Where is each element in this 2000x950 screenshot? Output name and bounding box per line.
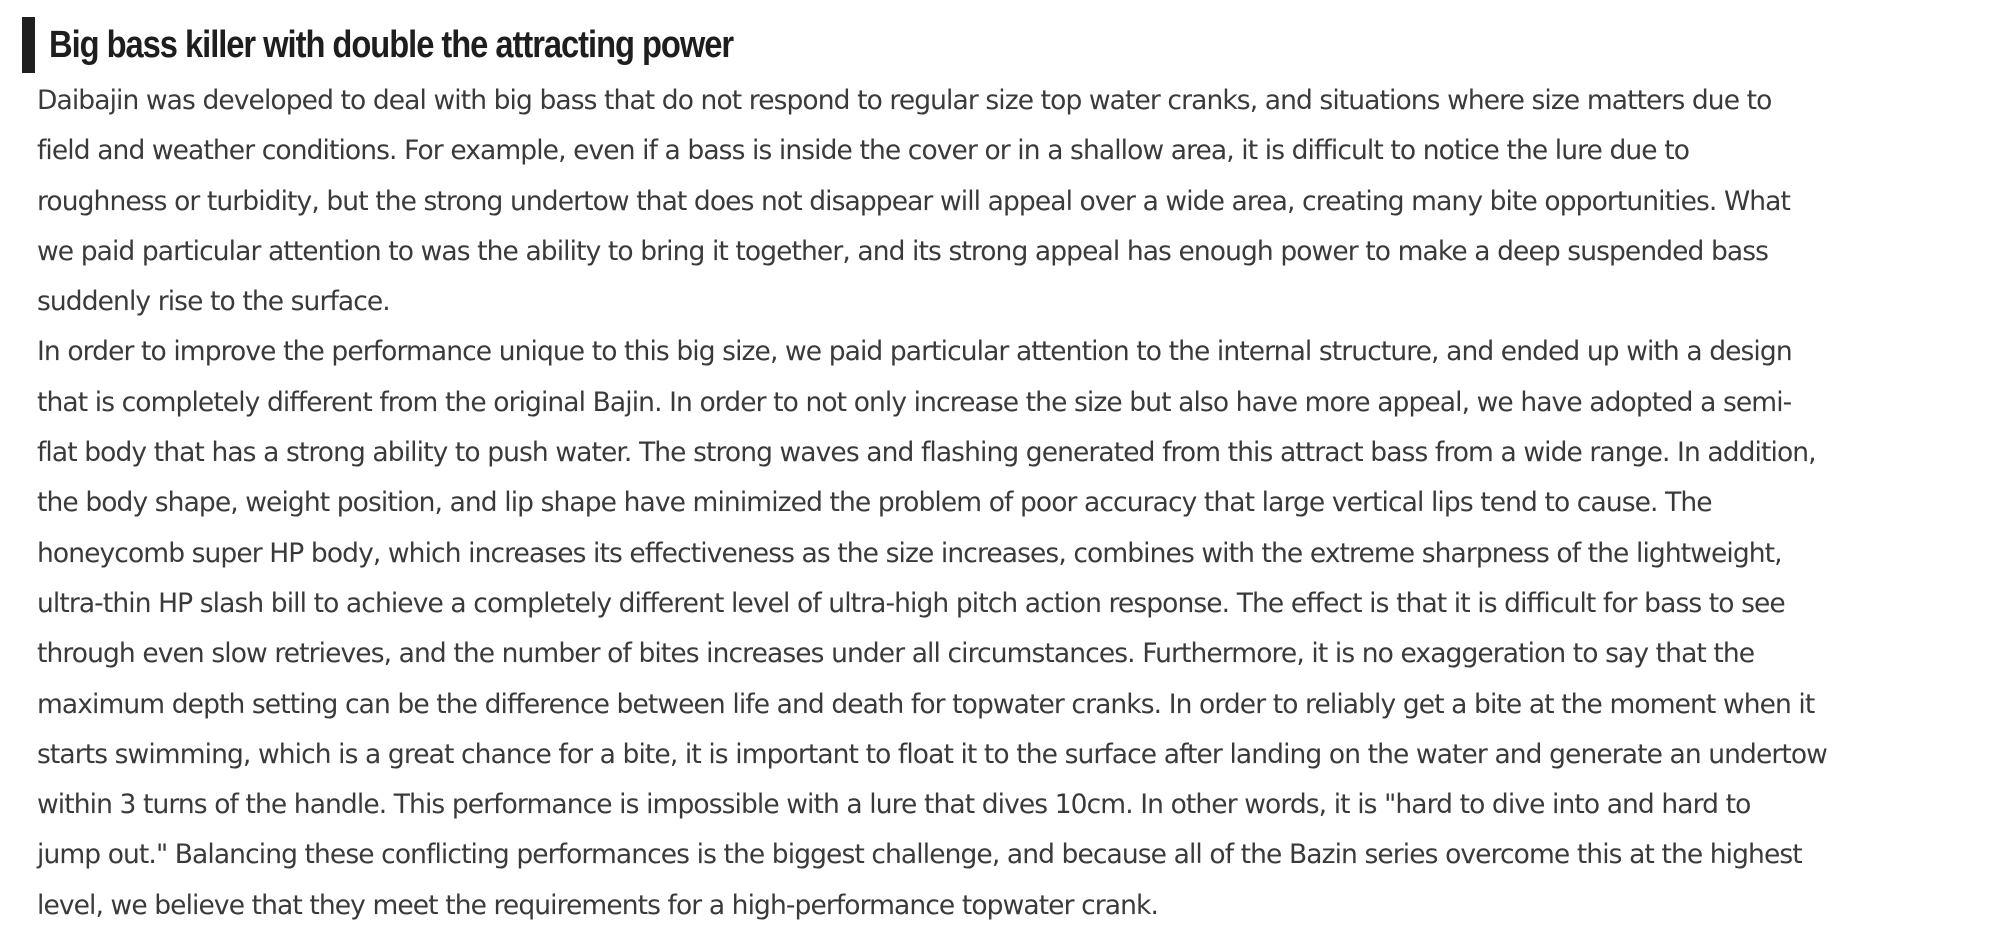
text-line: the body shape, weight position, and lip shape have minimized the problem of poor accuracy that large vertical lips tend to cause. The [37,487,1712,519]
heading-title: Big bass killer with double the attracting power [49,23,734,66]
heading-accent-bar [22,17,35,73]
text-line: through even slow retrieves, and the number of bites increases under all circumstances. Furthermore, it is no exaggeration to say that the [37,638,1755,670]
text-line: maximum depth setting can be the difference between life and death for topwater cranks. In order to reliably get a bite at the moment when it [37,688,1815,720]
text-line: In order to improve the performance unique to this big size, we paid particular attention to the internal structure, and ended up with a design [37,336,1792,368]
text-line: suddenly rise to the surface. [37,286,390,318]
text-line: we paid particular attention to was the ability to bring it together, and its strong appeal has enough power to make a deep suspended bass [37,235,1769,267]
text-line: level, we believe that they meet the requirements for a high-performance topwater crank. [37,889,1158,921]
text-line: Daibajin was developed to deal with big bass that do not respond to regular size top water cranks, and situations where size matters due to [37,85,1772,116]
text-line: flat body that has a strong ability to push water. The strong waves and flashing generated from this attract bass from a wide range. In addition, [37,437,1816,469]
text-line: roughness or turbidity, but the strong undertow that does not disappear will appeal over a wide area, creating many bite opportunities. What [37,185,1790,217]
text-line: field and weather conditions. For example, even if a bass is inside the cover or in a shallow area, it is difficult to notice the lure due to [37,135,1690,167]
text-line: honeycomb super HP body, which increases its effectiveness as the size increases, combines with the extreme sharpness of the lightweight, [37,537,1782,569]
text-line: that is completely different from the original Bajin. In order to not only increase the size but also have more appeal, we have adopted a semi- [37,386,1792,418]
text-line: jump out." Balancing these conflicting performances is the biggest challenge, and because all of the Bazin series overcome this at the highest [37,839,1802,871]
text-line: ultra-thin HP slash bill to achieve a completely different level of ultra-high pitch action response. The effect is that it is difficult for bass to see [37,587,1785,619]
text-line: within 3 turns of the handle. This performance is impossible with a lure that dives 10cm. In other words, it is "hard to dive into and hard to [37,789,1751,821]
text-line: starts swimming, which is a great chance for a bite, it is important to float it to the surface after landing on the water and generate an undertow [37,738,1827,770]
section-heading [22,16,844,74]
article-body [37,76,1982,931]
